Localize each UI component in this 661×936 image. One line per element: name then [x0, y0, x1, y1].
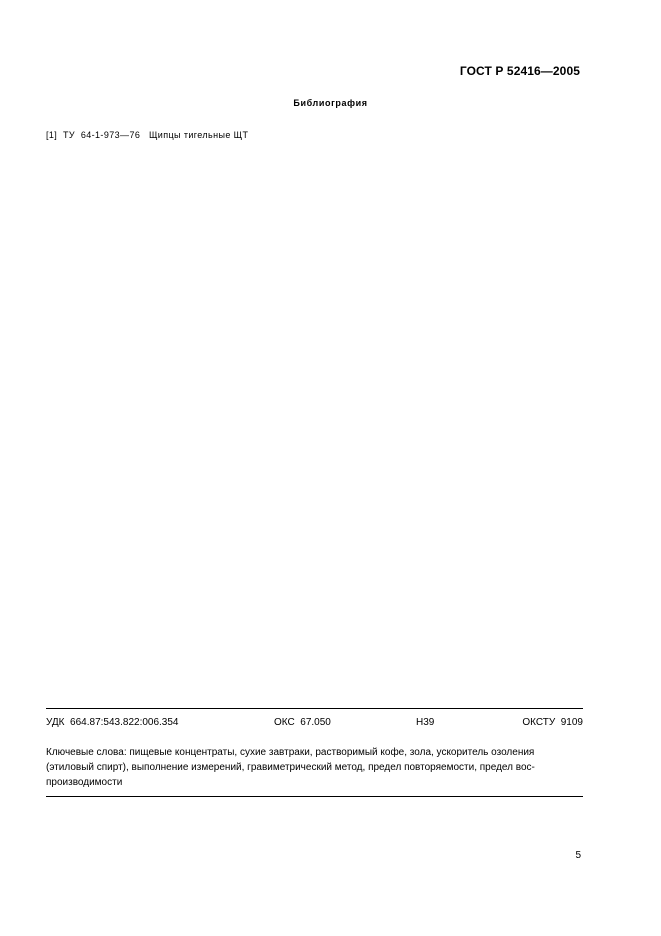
standard-code: ГОСТ Р 52416—2005 — [459, 64, 580, 78]
oks-code: ОКС 67.050 — [274, 717, 331, 728]
bibliography-title: Библиография — [293, 98, 368, 108]
keywords-block — [46, 745, 583, 790]
okstu-code: ОКСТУ 9109 — [522, 717, 583, 728]
udk-code: УДК 664.87:543.822:006.354 — [46, 717, 179, 728]
keywords-line: Ключевые слова: пищевые концентраты, сухие завтраки, растворимый кофе, зола, ускоритель озоления — [46, 747, 535, 758]
divider-top — [46, 708, 583, 709]
bibliography-entry: [1] ТУ 64-1-973—76 Щипцы тигельные ЩТ — [46, 130, 249, 140]
keywords-line: производимости — [46, 777, 123, 788]
keywords-line: (этиловый спирт), выполнение измерений, гравиметрический метод, предел повторяемости, предел вос- — [46, 762, 535, 773]
divider-bottom — [46, 796, 583, 797]
group-code: Н39 — [416, 717, 435, 728]
classification-row — [46, 717, 583, 731]
page-number: 5 — [575, 850, 581, 861]
